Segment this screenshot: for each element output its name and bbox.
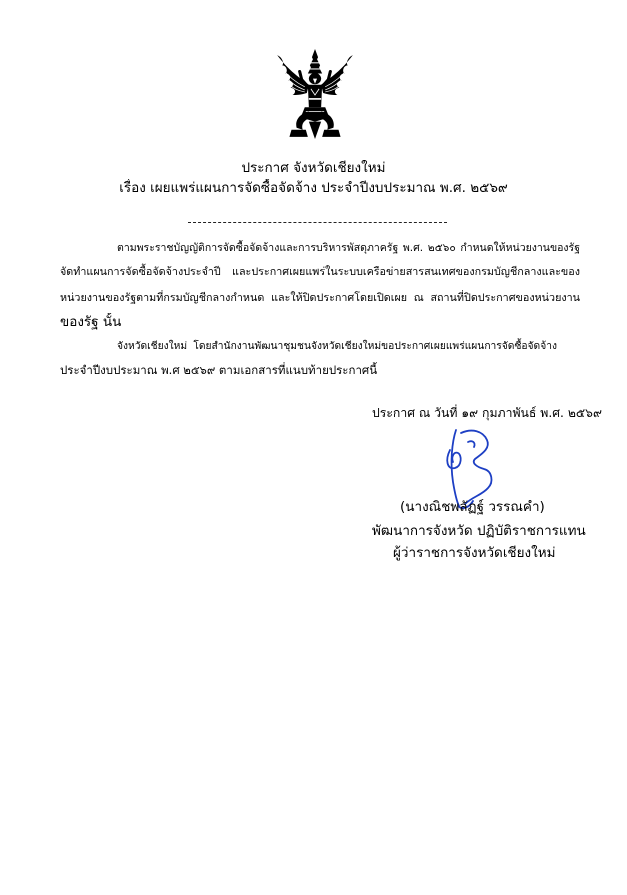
signatory-name: (นางณิชพลัฏฐ์ วรรณคำ): [400, 499, 545, 515]
announcement-subject: เรื่อง เผยแพร่แผนการจัดซื้อจัดจ้าง ประจำปีงบประมาณ พ.ศ. ๒๕๖๙: [119, 180, 508, 196]
announcement-title: ประกาศ จังหวัดเชียงใหม่: [241, 160, 386, 176]
signatory-office: ผู้ว่าราชการจังหวัดเชียงใหม่: [393, 545, 556, 561]
paragraph-line: ประจำปีงบประมาณ พ.ศ ๒๕๖๙ ตามเอกสารที่แนบท้ายประกาศนี้: [60, 363, 378, 377]
paragraph-line: ตามพระราชบัญญัติการจัดซื้อจัดจ้างและการบริหารพัสดุภาครัฐ พ.ศ. ๒๕๖๐ กำหนดให้หน่วยงานของรัฐ: [117, 242, 580, 254]
paragraph-line: จัดทำแผนการจัดซื้อจัดจ้างประจำปี และประกาศเผยแพร่ในระบบเครือข่ายสารสนเทศของกรมบัญชีกลางและของ: [60, 265, 580, 278]
garuda-emblem-icon: [273, 48, 357, 140]
announcement-date: ประกาศ ณ วันที่ ๑๙ กุมภาพันธ์ พ.ศ. ๒๕๖๙: [372, 406, 602, 420]
signatory-position: พัฒนาการจังหวัด ปฏิบัติราชการแทน: [372, 523, 586, 539]
paragraph-line: จังหวัดเชียงใหม่ โดยสำนักงานพัฒนาชุมชนจังหวัดเชียงใหม่ขอประกาศเผยแพร่แผนการจัดซื้อจัดจ้าง: [117, 340, 557, 352]
dashed-separator: [188, 222, 447, 223]
paragraph-line: หน่วยงานของรัฐตามที่กรมบัญชีกลางกำหนด และให้ปิดประกาศโดยเปิดเผย ณ สถานที่ปิดประกาศของหน่วยงาน: [60, 291, 580, 304]
paragraph-line: ของรัฐ นั้น: [60, 314, 122, 330]
